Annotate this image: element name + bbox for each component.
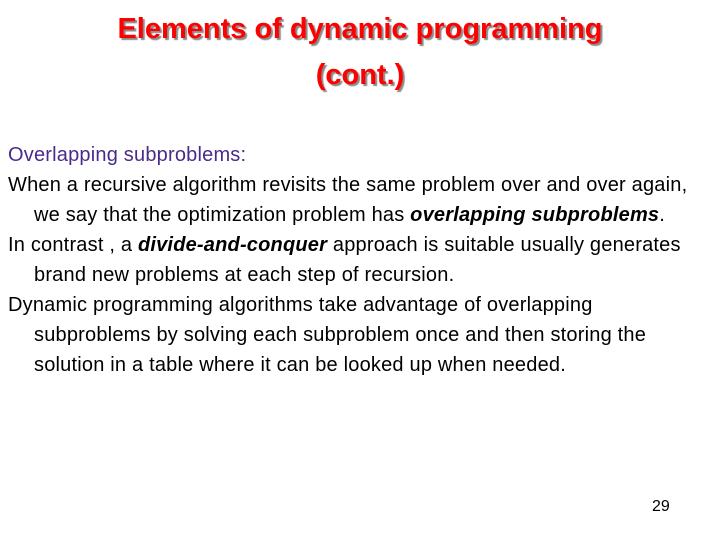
term-overlapping-subproblems: overlapping subproblems <box>410 204 660 226</box>
paragraph-dynamic-programming: Dynamic programming algorithms take advantage of overlapping subproblems by solving each subproblem once and then storing the solution in a table where it can be looked up when needed. <box>8 294 647 376</box>
paragraph-contrast <box>8 230 714 290</box>
slide-title <box>20 6 700 98</box>
title-line-2: (cont.) <box>315 59 405 91</box>
paragraph-recursive <box>8 170 714 230</box>
term-divide-and-conquer: divide-and-conquer <box>137 234 328 256</box>
page-number: 29 <box>652 498 670 515</box>
paragraph-recursive-text: When a recursive algorithm revisits the same problem over and over again, we say that the optimization problem has <box>8 174 688 226</box>
paragraph-contrast-pre: In contrast , a <box>8 234 138 256</box>
paragraph-recursive-tail: . <box>659 204 666 226</box>
section-heading: Overlapping subproblems: <box>8 144 247 166</box>
title-line-1: Elements of dynamic programming <box>117 13 603 45</box>
paragraph-contrast-text: approach is suitable usually generates brand new problems at each step of recursion. <box>34 234 681 286</box>
slide-body <box>8 140 714 380</box>
